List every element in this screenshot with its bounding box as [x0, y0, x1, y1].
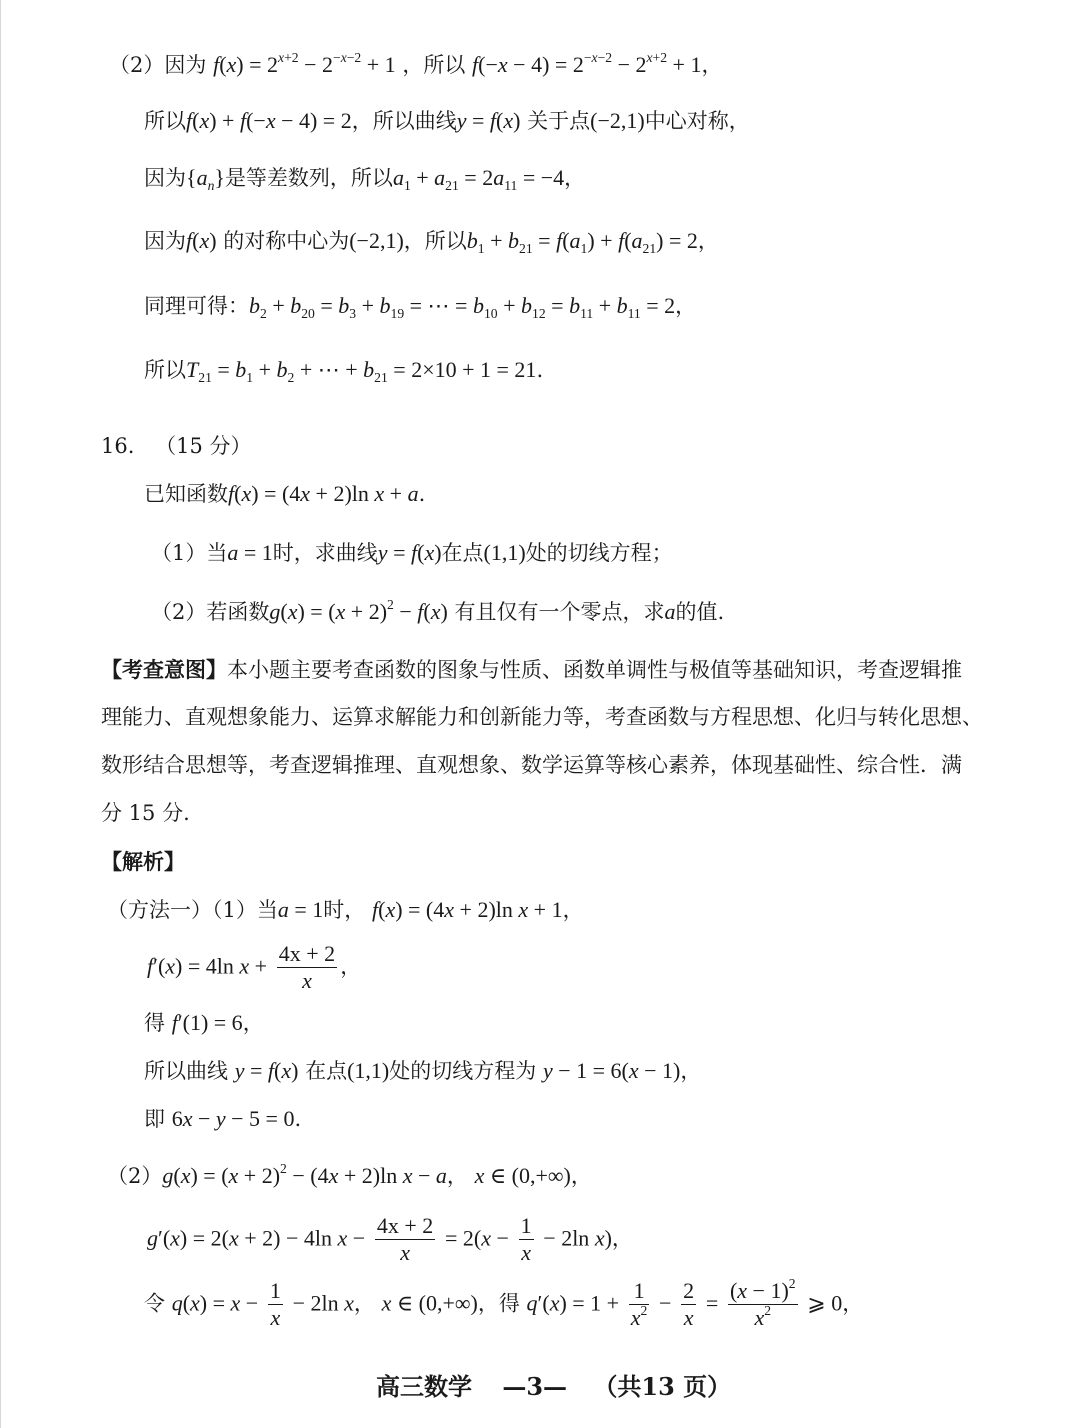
analysis-label: 【解析】	[101, 849, 185, 874]
fraction: $\frac{4x + 2}{x}$	[278, 941, 336, 994]
prev-part2-line5: 同理可得：$b_2 + b_{20} = b_3 + b_{19}$ = ⋯ = $b_{10} + b_{12} = b_{11} + b_{11} = 2$，	[144, 293, 697, 321]
analysis-g-derivative: g′(x) = 2(x + 2) − 4ln x − $\frac{4x + 2}{x}$ = 2(x − $\frac{1}{x}$ − 2ln x)，	[147, 1213, 633, 1266]
intent-line1: 【考查意图】本小题主要考查函数的图象与性质、函数单调性与极值等基础知识，考查逻辑推	[101, 657, 962, 682]
fraction: $\frac{1}{x}$	[269, 1278, 281, 1331]
q16-score: （15 分）	[155, 434, 252, 458]
prev-part2-line3: 因为$\{a_n\}$是等差数列，所以$a_1 + a_{21} = 2a_{11} = -4$，	[144, 165, 586, 193]
q16-given: 已知函数f(x) = (4x + 2)ln x + a.	[144, 481, 426, 506]
analysis-m1-line: （方法一）（1）当a = 1时， f(x) = (4x + 2)ln x + 1，	[107, 897, 584, 922]
analysis-tangent-simplified: 即 6x − y − 5 = 0.	[144, 1106, 302, 1131]
prev-part2-line2: 所以f(x) + f(−x − 4) = 2，所以曲线y = f(x) 关于点(−2,1)中心对称，	[144, 108, 750, 133]
q16-subq1: （1）当a = 1时，求曲线y = f(x)在点(1,1)处的切线方程；	[151, 540, 673, 565]
intent-label: 【考查意图】	[101, 657, 227, 682]
q16-subq2: （2）若函数$g(x) = (x + 2)^2 - f(x)$ 有且仅有一个零点，求a的值.	[151, 596, 725, 624]
footer-subject: 高三数学	[376, 1372, 472, 1401]
analysis-derivative: f′(x) = 4ln x + $\frac{4x + 2}{x}$ ，	[147, 941, 362, 994]
analysis-f1: 得 f′(1) = 6，	[144, 1010, 264, 1035]
fraction: $\frac{1}{x}$	[520, 1213, 532, 1266]
footer-total-pages: （共13 页）	[593, 1372, 732, 1401]
analysis-part2-g: $(2)g(x) = (x + 2)^2 - (4x + 2)\ln$ x − a， x ∈ (0,+∞)，	[107, 1160, 592, 1188]
fraction: $\frac{4x + 2}{x}$	[376, 1213, 434, 1266]
analysis-q-function: 令 q(x) = x − $\frac{1}{x}$ − 2ln x， x ∈ (0,+∞)，得 q′(x) = 1 + $\frac{1}{x^2}$ − $\frac{2}{x}$ = $\frac{(x - 1)^2}{x^2}$ ⩾ 0，	[144, 1275, 864, 1331]
fraction: $\frac{2}{x}$	[683, 1278, 695, 1331]
analysis-tangent: 所以曲线 y = f(x) 在点(1,1)处的切线方程为 y − 1 = 6(x − 1)，	[144, 1058, 702, 1083]
page-footer	[376, 1367, 731, 1402]
intent-line4: 分 15 分.	[101, 801, 190, 825]
q16-number: 16.	[101, 434, 135, 458]
intent-line3: 数形结合思想等，考查逻辑推理、直观想象、数学运算等核心素养，体现基础性、综合性．满	[101, 753, 962, 777]
q16-header	[101, 434, 252, 459]
prev-part2-line1: （2）因为 $f(x) = 2^{x+2} - 2^{-x-2} + 1$ ，所以 $f(-x - 4) = 2^{-x-2} - 2^{x+2} + 1$，	[109, 49, 723, 77]
footer-page-number: —3—	[502, 1372, 568, 1401]
prev-part2-line6: 所以$T_{21} = b_1 + b_2$ + ⋯ + $b_{21} = 2\times 10 + 1 = 21$.	[144, 357, 544, 385]
fraction: $\frac{1}{x^2}$	[630, 1278, 648, 1331]
fraction: $\frac{(x - 1)^2}{x^2}$	[729, 1275, 796, 1331]
prev-part2-line4: 因为f(x) 的对称中心为(−2,1)，所以$b_1 + b_{21} = f(a_1) + f(a_{21}) = 2$，	[144, 228, 719, 256]
intent-line2: 理能力、直观想象能力、运算求解能力和创新能力等，考查函数与方程思想、化归与转化思想、	[101, 705, 983, 729]
